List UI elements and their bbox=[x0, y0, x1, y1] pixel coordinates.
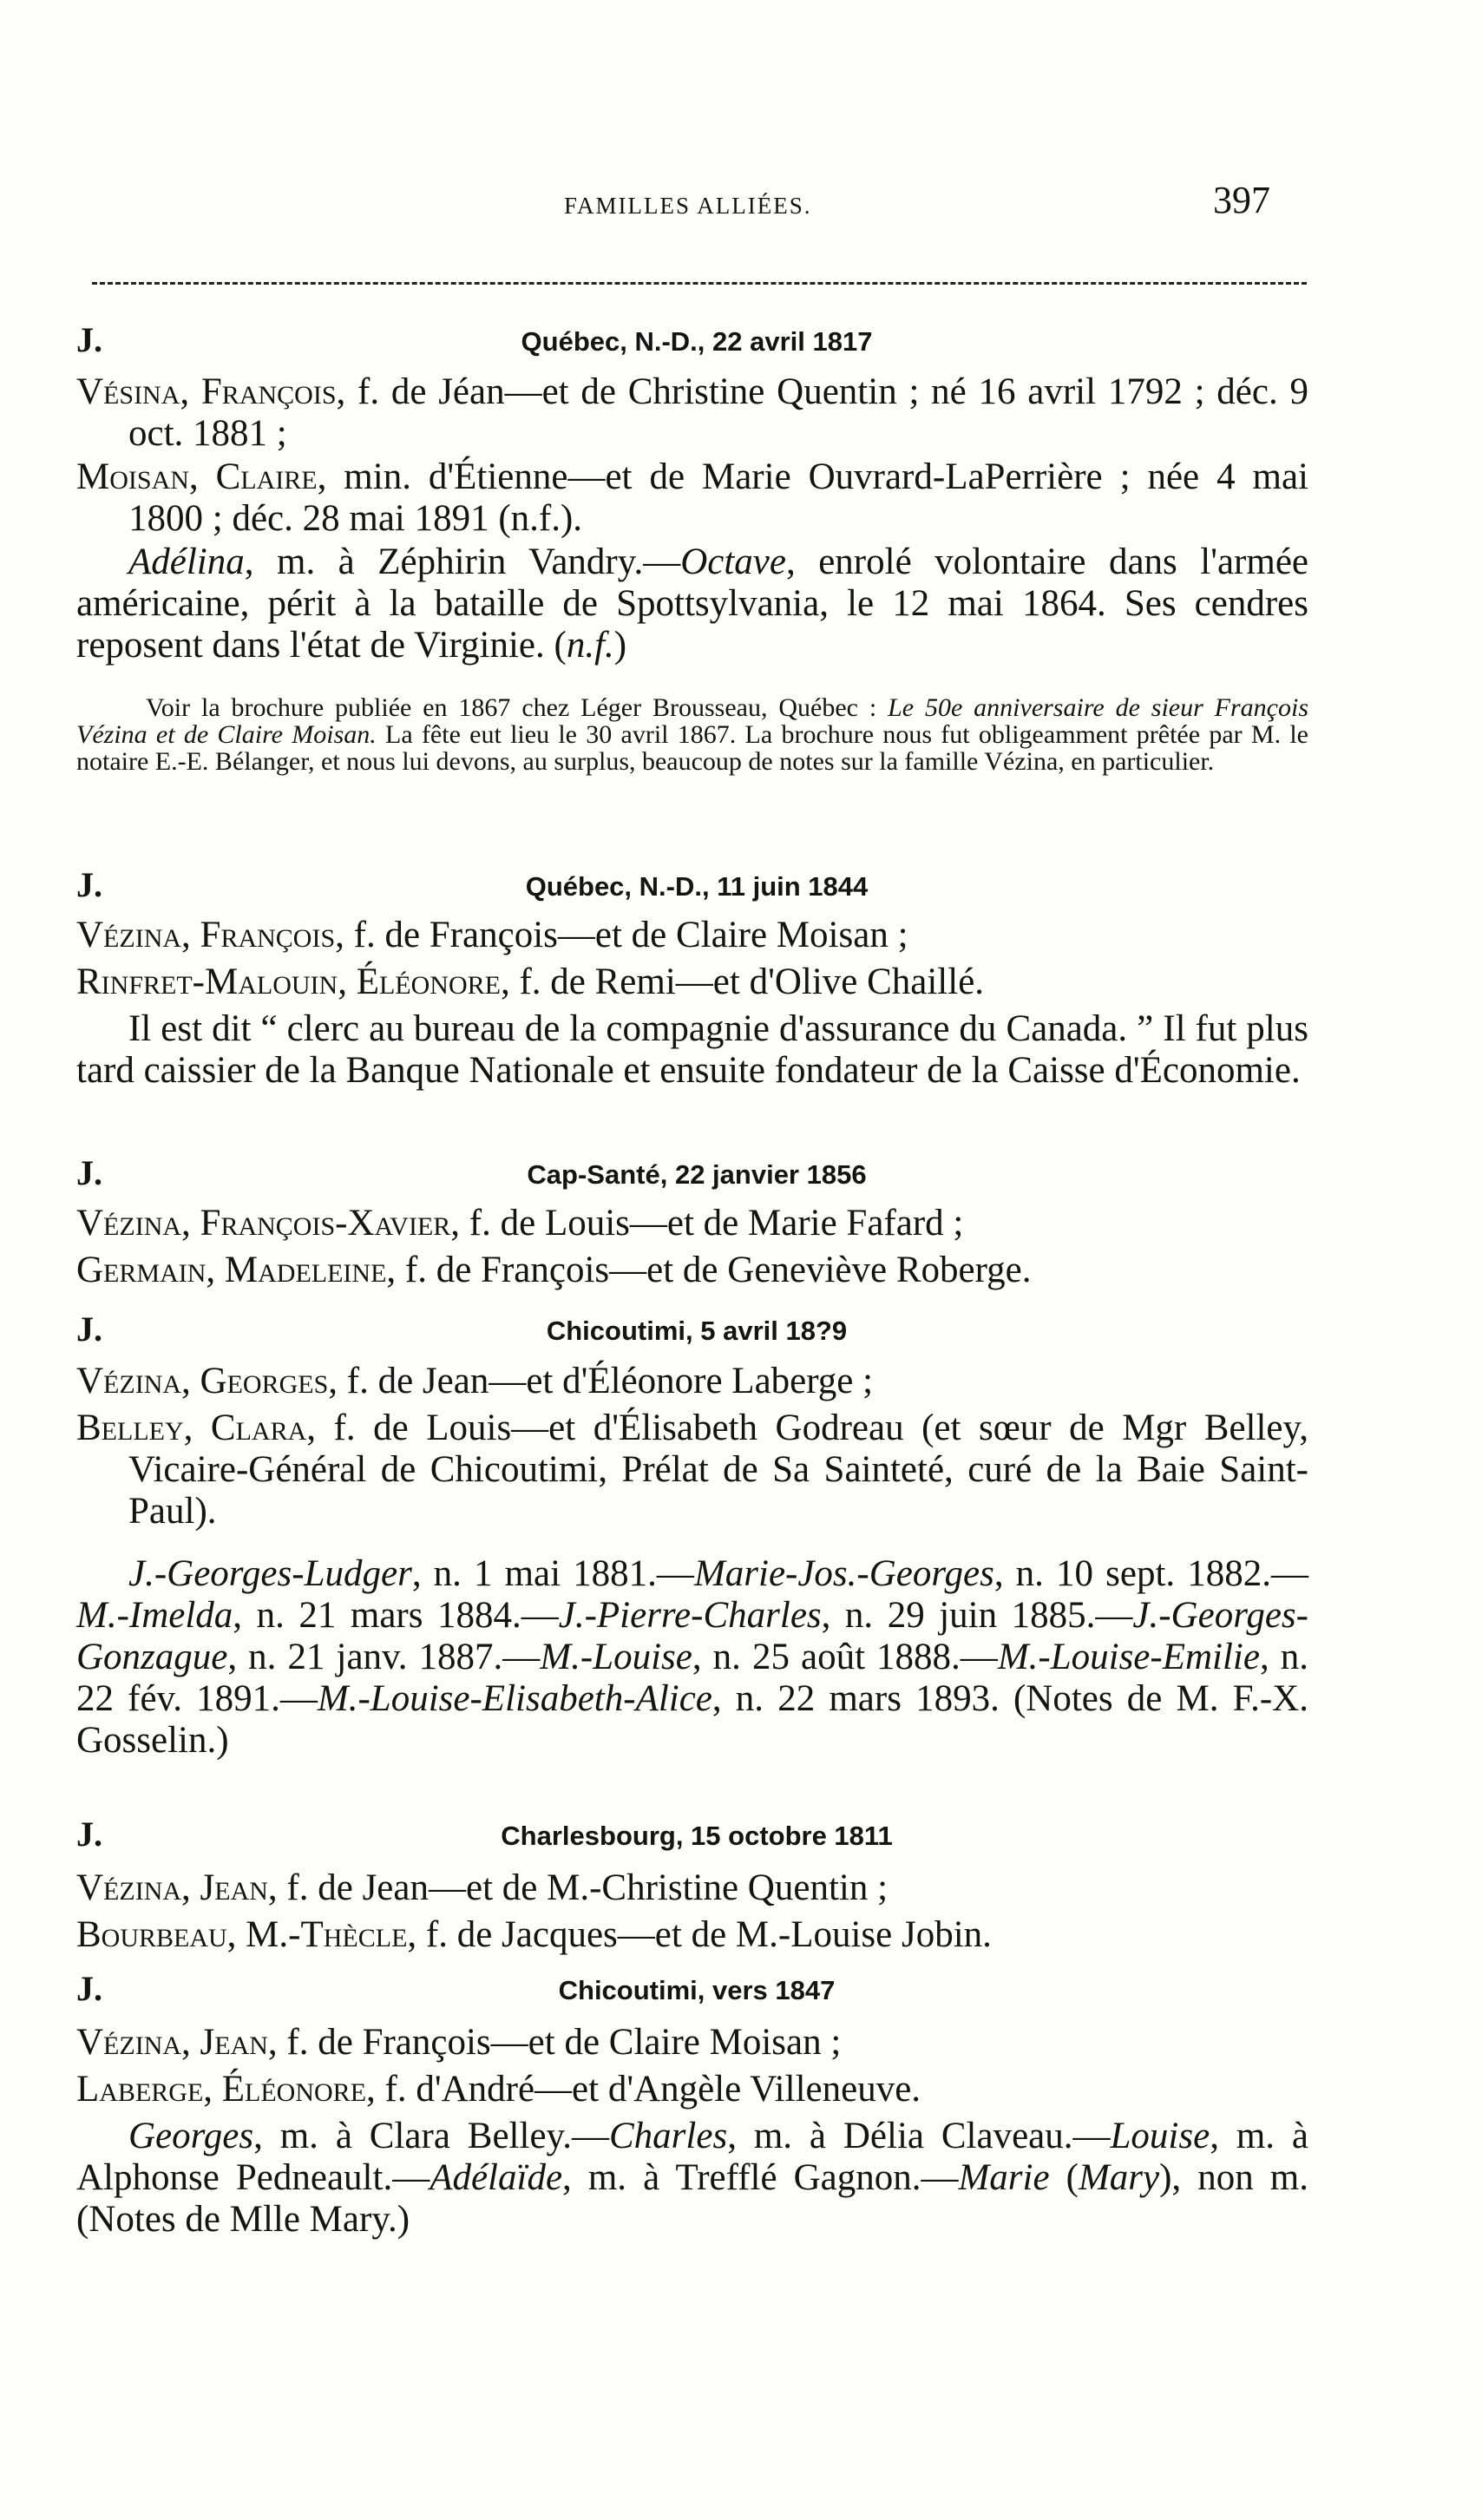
entry-heading bbox=[76, 319, 1317, 363]
groom-details: f. de Louis—et de Marie Fafard ; bbox=[460, 1203, 964, 1244]
entry-heading bbox=[76, 1152, 1317, 1196]
bride-details: f. de Jacques—et de M.-Louise Jobin. bbox=[416, 1914, 992, 1955]
children-paragraph: Georges, m. à Clara Belley.—Charles, m. à Délia Claveau.—Louise, m. à Alphonse Pedneault.—Adélaïde, m. à Trefflé Gagnon.—Marie (Mary), non m. (Notes de Mlle Mary.) bbox=[76, 2116, 1308, 2240]
bride-details: f. de Remi—et d'Olive Chaillé. bbox=[509, 961, 985, 1002]
groom-name: Vézina, Georges, bbox=[76, 1361, 338, 1401]
bride-name: Belley, Clara, bbox=[76, 1408, 317, 1448]
entry-heading bbox=[76, 864, 1317, 908]
bride-name: Moisan, Claire, bbox=[76, 456, 327, 497]
entry-marker: J. bbox=[76, 1815, 102, 1854]
footnote: Voir la brochure publiée en 1867 chez Léger Brousseau, Québec : Le 50e anniversaire de sieur François Vézina et de Claire Moisan. La fête eut lieu le 30 avril 1867. La brochure nous fut obligeamment prêtée par M. le notaire E.-E. Bélanger, et nous lui devons, au surplus, beaucoup de notes sur la famille Vézina, en particulier. bbox=[76, 693, 1308, 776]
groom-line bbox=[76, 371, 1308, 455]
children-paragraph: J.-Georges-Ludger, n. 1 mai 1881.—Marie-Jos.-Georges, n. 10 sept. 1882.—M.-Imelda, n. 21 mars 1884.—J.-Pierre-Charles, n. 29 juin 1885.—J.-Georges-Gonzague, n. 21 janv. 1887.—M.-Louise, n. 25 août 1888.—M.-Louise-Emilie, n. 22 fév. 1891.—M.-Louise-Elisabeth-Alice, n. 22 mars 1893. (Notes de M. F.-X. Gosselin.) bbox=[76, 1553, 1308, 1761]
groom-details: f. de François—et de Claire Moisan ; bbox=[344, 915, 908, 955]
header-rule bbox=[92, 282, 1307, 285]
entry-place-date: Chicoutimi, 5 avril 18?9 bbox=[546, 1316, 848, 1346]
bride-line bbox=[76, 1914, 1308, 1956]
bride-line bbox=[76, 1250, 1308, 1291]
groom-name: Vézina, Jean, bbox=[76, 2022, 278, 2063]
entry-heading bbox=[76, 1968, 1317, 2011]
groom-line bbox=[76, 2022, 1308, 2064]
bride-name: Bourbeau, M.-Thècle, bbox=[76, 1914, 417, 1955]
groom-name: Vésina, François, bbox=[76, 371, 346, 412]
bride-details: f. de Louis—et d'Élisabeth Godreau (et sœur de Mgr Belley, Vicaire-Général de Chicoutimi, Prélat de Sa Sainteté, curé de la Baie Saint-Paul). bbox=[128, 1408, 1308, 1532]
groom-name: Vézina, François, bbox=[76, 915, 344, 955]
groom-line bbox=[76, 1361, 1308, 1402]
entry-marker: J. bbox=[76, 320, 102, 359]
groom-line bbox=[76, 915, 1308, 956]
groom-line bbox=[76, 1203, 1308, 1244]
entry-heading bbox=[76, 1814, 1317, 1857]
groom-line bbox=[76, 1867, 1308, 1909]
bride-name: Germain, Madeleine, bbox=[76, 1250, 397, 1290]
entry-place-date: Cap-Santé, 22 janvier 1856 bbox=[527, 1159, 867, 1190]
entry-marker: J. bbox=[76, 1309, 102, 1349]
biography-paragraph: Il est dit “ clerc au bureau de la compagnie d'assurance du Canada. ” Il fut plus tard caissier de la Banque Nationale et ensuite fondateur de la Caisse d'Économie. bbox=[76, 1008, 1308, 1091]
entry-marker: J. bbox=[76, 865, 102, 904]
entry-place-date: Québec, N.-D., 22 avril 1817 bbox=[521, 326, 873, 357]
entry-place-date: Chicoutimi, vers 1847 bbox=[558, 1975, 836, 2005]
bride-name: Rinfret-Malouin, Éléonore, bbox=[76, 961, 510, 1002]
entry-place-date: Québec, N.-D., 11 juin 1844 bbox=[525, 871, 869, 902]
groom-name: Vézina, François-Xavier, bbox=[76, 1203, 461, 1244]
page-number: 397 bbox=[1213, 179, 1270, 221]
groom-details: f. de Jean—et de M.-Christine Quentin ; bbox=[277, 1867, 889, 1908]
entry-marker: J. bbox=[76, 1153, 102, 1192]
entry-marker: J. bbox=[76, 1969, 102, 2008]
bride-name: Laberge, Éléonore, bbox=[76, 2069, 376, 2110]
bride-details: f. d'André—et d'Angèle Villeneuve. bbox=[375, 2069, 921, 2110]
bride-line bbox=[76, 961, 1308, 1003]
bride-line bbox=[76, 456, 1308, 540]
entry-heading bbox=[76, 1309, 1317, 1352]
entry-place-date: Charlesbourg, 15 octobre 1811 bbox=[501, 1821, 893, 1851]
running-header: FAMILLES ALLIÉES. bbox=[564, 193, 812, 219]
bride-line bbox=[76, 1408, 1308, 1532]
groom-details: f. de Jean—et d'Éléonore Laberge ; bbox=[338, 1361, 874, 1401]
groom-name: Vézina, Jean, bbox=[76, 1867, 278, 1908]
groom-details: f. de Jéan—et de Christine Quentin ; né 16 avril 1792 ; déc. 9 oct. 1881 ; bbox=[128, 371, 1308, 454]
children-paragraph: Adélina, m. à Zéphirin Vandry.—Octave, enrolé volontaire dans l'armée américaine, périt à la bataille de Spottsylvania, le 12 mai 1864. Ses cendres reposent dans l'état de Virginie. (n.f.) bbox=[76, 541, 1308, 666]
bride-line bbox=[76, 2069, 1308, 2110]
groom-details: f. de François—et de Claire Moisan ; bbox=[277, 2022, 842, 2063]
bride-details: f. de François—et de Geneviève Roberge. bbox=[396, 1250, 1032, 1290]
bride-details: min. d'Étienne—et de Marie Ouvrard-LaPerrière ; née 4 mai 1800 ; déc. 28 mai 1891 (n.f.). bbox=[128, 456, 1308, 539]
